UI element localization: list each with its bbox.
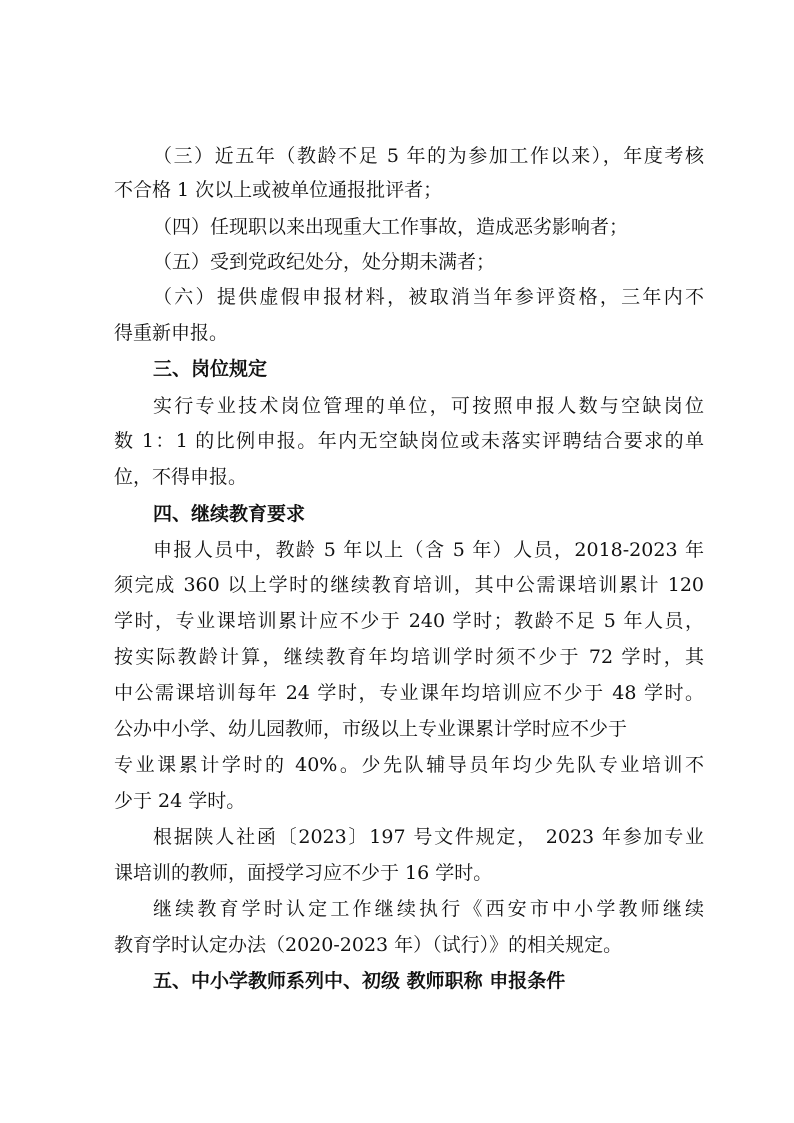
paragraph-line: 按实际教龄计算，继续教育年均培训学时须不少于 72 学时，其 [114, 646, 704, 668]
section-heading-4: 四、继续教育要求 [153, 503, 306, 525]
paragraph-line: （四）任现职以来出现重大工作事故，造成恶劣影响者； [153, 216, 629, 238]
paragraph-line: 公办中小学、幼儿园教师，市级以上专业课累计学时应不少于 [114, 718, 628, 740]
paragraph-line: 继续教育学时认定工作继续执行《西安市中小学教师继续 [153, 898, 704, 920]
paragraph-line: 中公需课培训每年 24 学时，专业课年均培训应不少于 48 学时。 [114, 682, 704, 704]
paragraph-line: 教育学时认定办法（2020-2023 年）（试行）》的相关规定。 [114, 934, 623, 956]
paragraph-line: 专业课累计学时的 40%。少先队辅导员年均少先队专业培训不 [114, 754, 704, 776]
paragraph-line: 须完成 360 以上学时的继续教育培训，其中公需课培训累计 120 [114, 574, 704, 596]
paragraph-line: 数 1：1 的比例申报。年内无空缺岗位或未落实评聘结合要求的单 [114, 430, 704, 452]
paragraph-line: 课培训的教师，面授学习应不少于 16 学时。 [114, 862, 493, 884]
paragraph-line: 实行专业技术岗位管理的单位，可按照申报人数与空缺岗位 [153, 395, 704, 417]
paragraph-line: 学时，专业课培训累计应不少于 240 学时；教龄不足 5 年人员， [114, 610, 704, 632]
paragraph-line: 得重新申报。 [114, 322, 229, 344]
paragraph-line: 位，不得申报。 [114, 466, 248, 488]
paragraph-line: （三）近五年（教龄不足 5 年的为参加工作以来），年度考核 [153, 145, 704, 167]
paragraph-line: （五）受到党政纪处分，处分期未满者； [153, 251, 496, 273]
section-heading-5: 五、中小学教师系列中、初级 教师职称 申报条件 [153, 970, 566, 992]
paragraph-line: 根据陕人社函〔2023〕197 号文件规定， 2023 年参加专业 [153, 826, 704, 848]
paragraph-line: 少于 24 学时。 [114, 790, 246, 812]
paragraph-line: （六）提供虚假申报材料，被取消当年参评资格，三年内不 [153, 286, 704, 308]
section-heading-3: 三、岗位规定 [153, 358, 268, 380]
paragraph-line: 不合格 1 次以上或被单位通报批评者； [114, 179, 443, 201]
paragraph-line: 申报人员中，教龄 5 年以上（含 5 年）人员，2018-2023 年 [153, 539, 704, 561]
